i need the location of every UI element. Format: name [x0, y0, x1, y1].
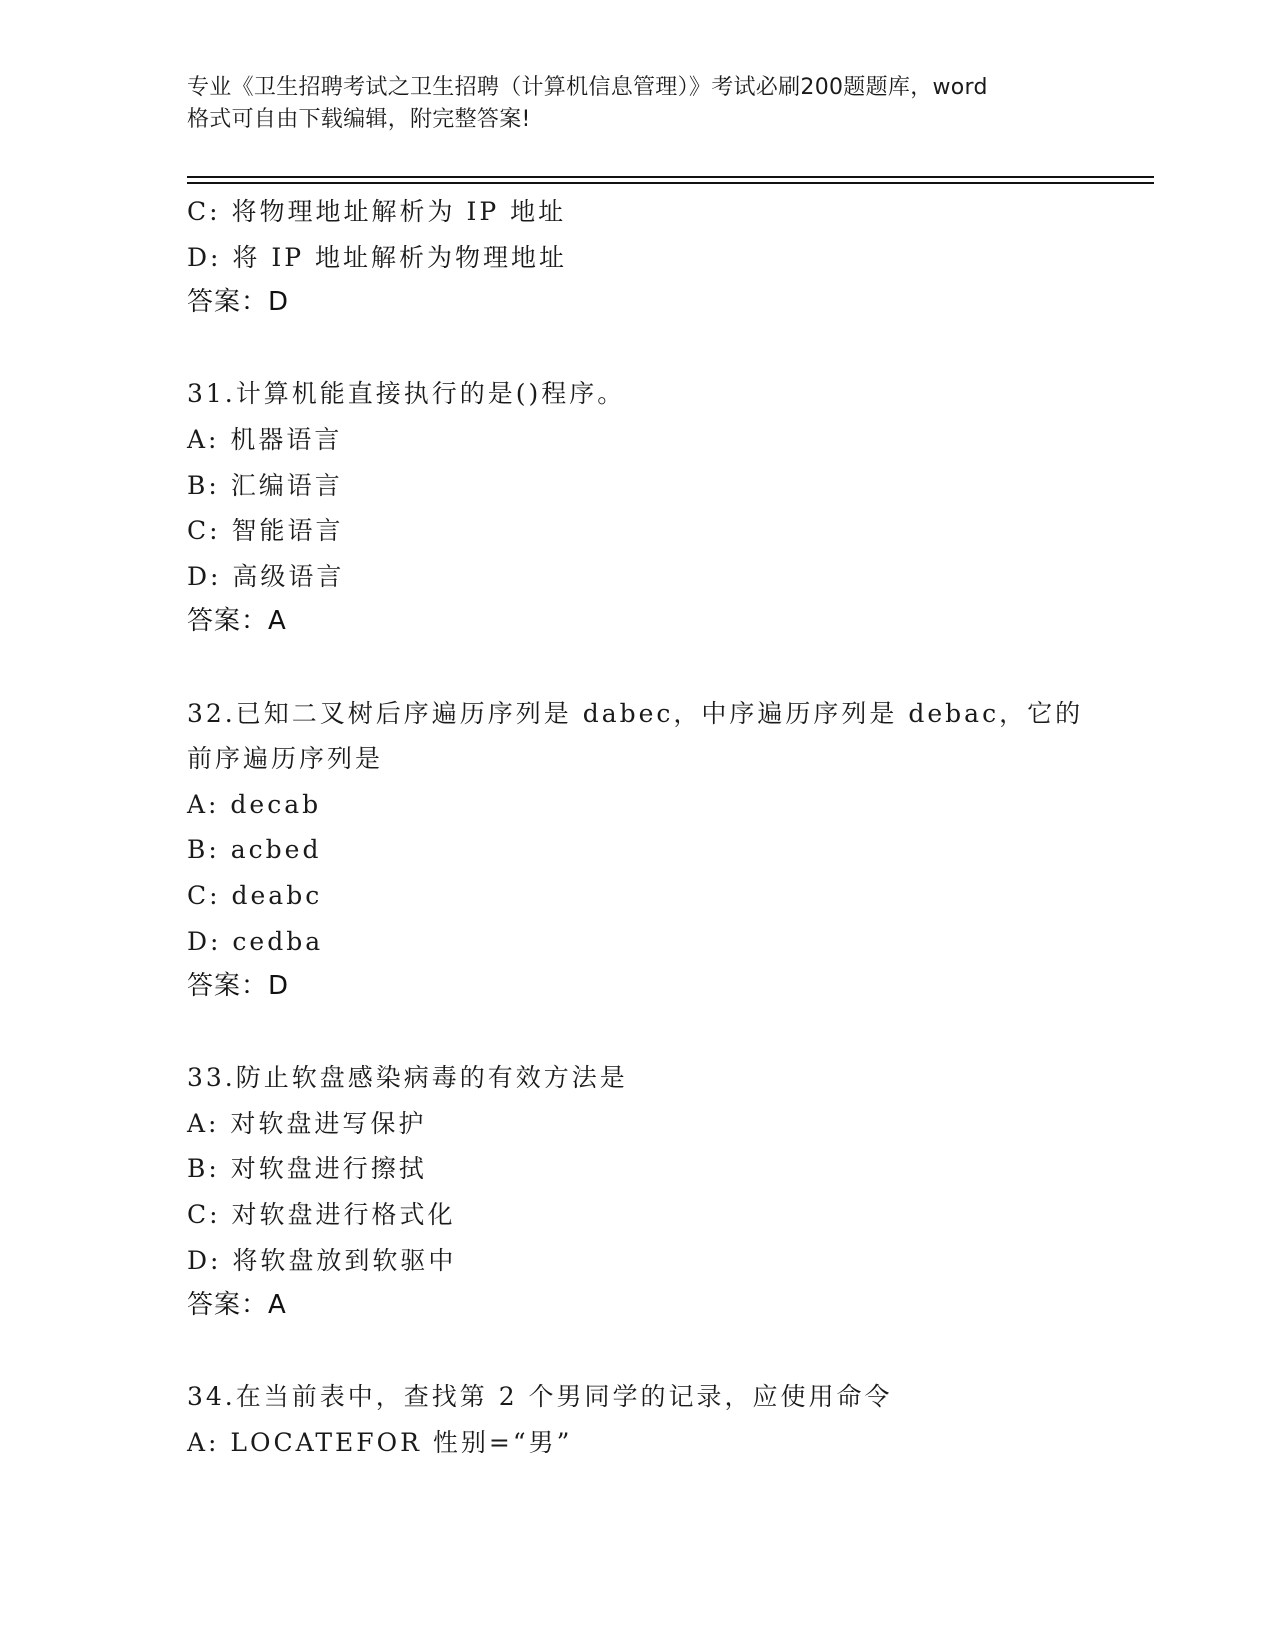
question-32-option-d: D: cedba: [187, 926, 324, 956]
header-title-line-1: 专业《卫生招聘考试之卫生招聘（计算机信息管理）》考试必刷200题题库，word: [187, 75, 988, 100]
question-31-option-a: A: 机器语言: [187, 424, 343, 454]
question-30-answer: 答案：D: [187, 287, 290, 318]
question-32-option-c: C: deabc: [187, 880, 323, 910]
question-34-stem: 34.在当前表中，查找第 2 个男同学的记录，应使用命令: [187, 1382, 893, 1412]
question-31-option-c: C: 智能语言: [187, 516, 344, 546]
question-31-option-d: D: 高级语言: [187, 561, 345, 591]
question-32-option-b: B: acbed: [187, 835, 322, 865]
question-34-option-a: A: LOCATEFOR 性别=“男”: [187, 1428, 573, 1458]
question-30-option-c: C: 将物理地址解析为 IP 地址: [187, 197, 567, 226]
question-33-stem: 33.防止软盘感染病毒的有效方法是: [187, 1063, 628, 1093]
document-header: [187, 72, 1087, 136]
question-33-option-a: A: 对软盘进写保护: [187, 1108, 427, 1138]
question-31-option-b: B: 汇编语言: [187, 470, 343, 500]
question-32-answer: 答案：D: [187, 971, 290, 1002]
question-31-stem: 31.计算机能直接执行的是()程序。: [187, 379, 626, 409]
question-spacer: [187, 1329, 1087, 1375]
question-list: [187, 189, 1087, 1466]
question-33-answer: 答案：A: [187, 1290, 287, 1321]
question-32-stem-line-2: 前序遍历序列是: [187, 744, 384, 774]
question-31-answer: 答案：A: [187, 606, 287, 637]
question-spacer: [187, 645, 1087, 691]
header-divider-bottom: [187, 182, 1154, 184]
header-title-line-2: 格式可自由下载编辑，附完整答案!: [187, 107, 531, 132]
question-32-stem-line-1: 32.已知二叉树后序遍历序列是 dabec，中序遍历序列是 debac，它的: [187, 698, 1084, 728]
question-spacer: [187, 326, 1087, 372]
question-33-option-c: C: 对软盘进行格式化: [187, 1200, 456, 1230]
question-33-option-d: D: 将软盘放到软驱中: [187, 1245, 457, 1275]
question-32-option-a: A: decab: [187, 789, 322, 819]
question-33-option-b: B: 对软盘进行擦拭: [187, 1154, 427, 1184]
header-divider-top: [187, 176, 1154, 178]
question-30-option-d: D: 将 IP 地址解析为物理地址: [187, 242, 568, 272]
question-spacer: [187, 1010, 1087, 1056]
